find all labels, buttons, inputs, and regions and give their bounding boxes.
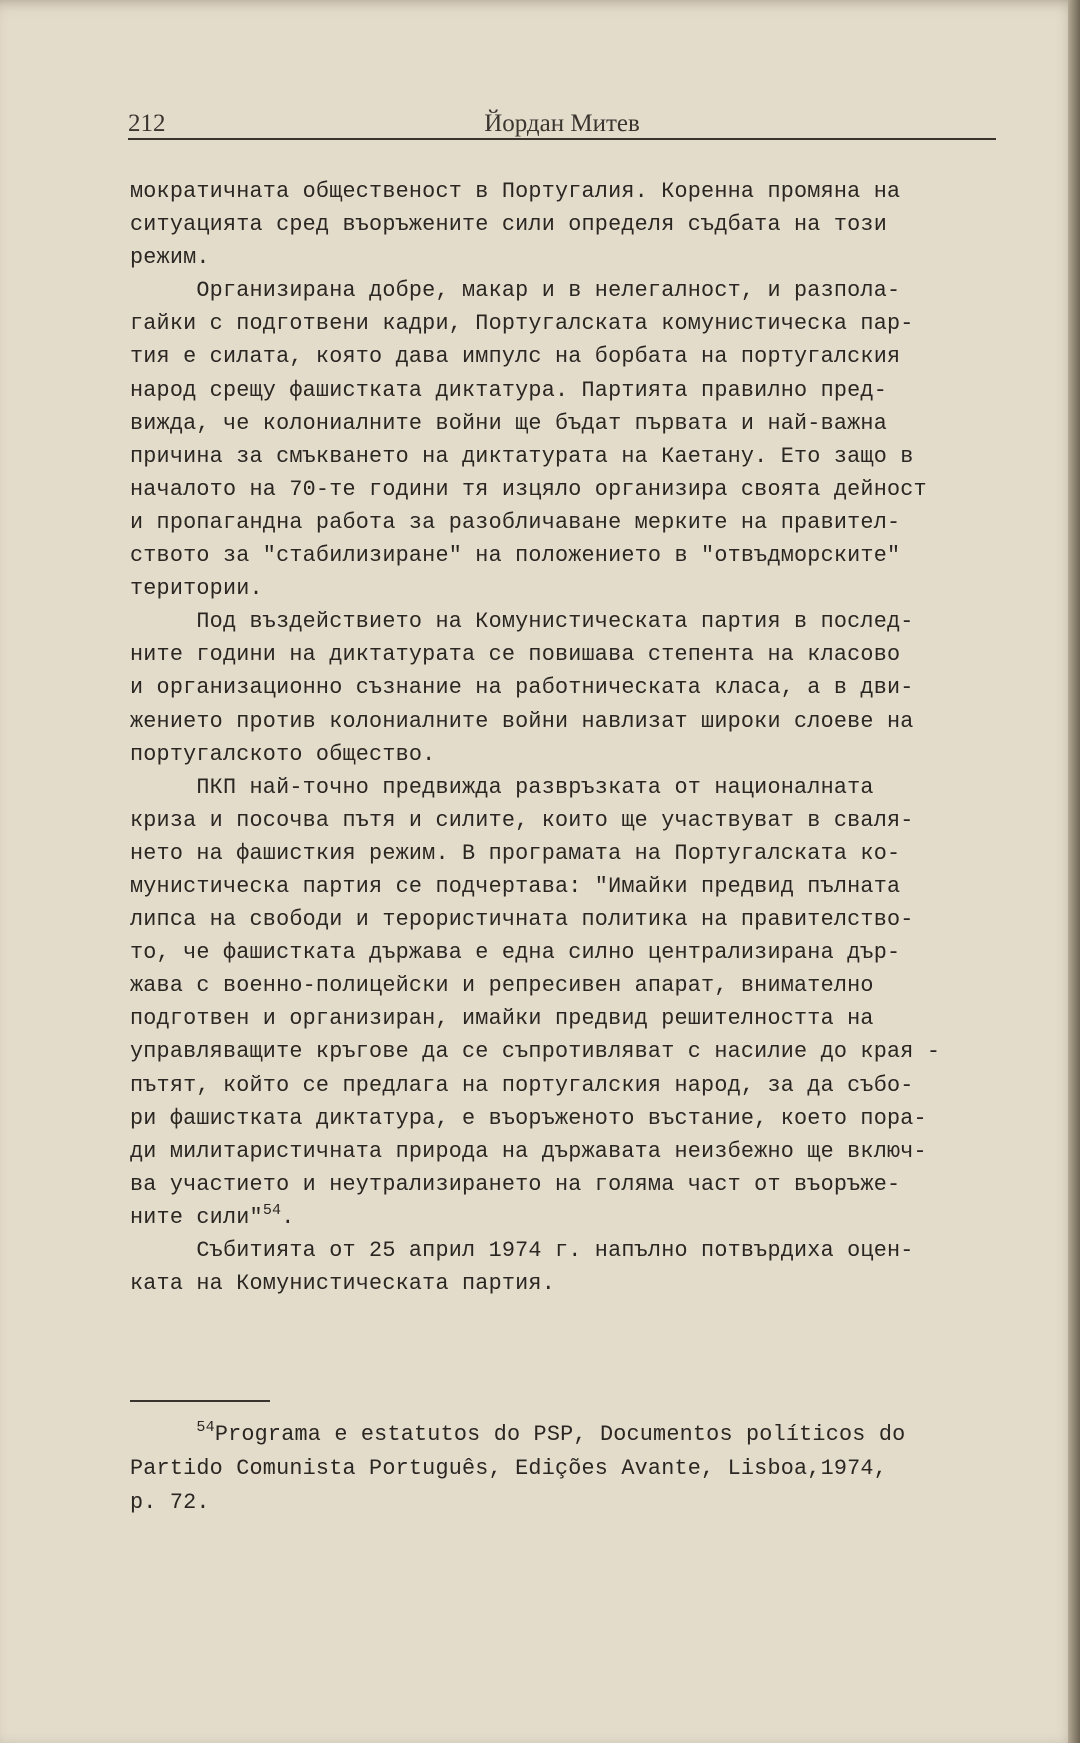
text-line: вижда, че колониалните войни ще бъдат първата и най-важна (130, 410, 887, 436)
text-line: ПКП най-точно предвижда развръзката от националната (130, 774, 874, 800)
text-line: ните години на диктатурата се повишава степента на класово (130, 642, 901, 668)
footnote-line (130, 1418, 1010, 1452)
text-line: мунистическа партия се подчертава: "Имайки предвид пълната (130, 873, 901, 899)
text-line-with-footnote-ref (130, 1201, 1010, 1234)
running-title: Йордан Митев (484, 110, 640, 137)
text-line: режим. (130, 245, 210, 271)
text-line: ството за "стабилизиране" на положението в "отвъдморските" (130, 543, 901, 569)
footnote-line: Partido Comunista Português, Edições Avante, Lisboa,1974, (130, 1456, 887, 1481)
text-line: Събитията от 25 април 1974 г. напълно потвърдиха оцен- (130, 1238, 914, 1263)
text-line: жението против колониалните войни навлизат широки слоеве на (130, 708, 914, 734)
text-line: Под въздействието на Комунистическата партия в послед- (130, 609, 914, 635)
text-line: мократичната общественост в Португалия. Коренна промяна на (130, 179, 901, 204)
text-line: ри фашистката диктатура, е въоръженото въстание, което пора- (130, 1105, 927, 1131)
text-line: ва участието и неутрализирането на голяма част от въоръже- (130, 1171, 901, 1197)
footnote-marker: 54 (196, 1419, 215, 1436)
text-line: подготвен и организиран, имайки предвид решителността на (130, 1006, 874, 1032)
text-line: управляващите кръгове да се съпротивляват с насилие до края - (130, 1039, 941, 1065)
footnote (130, 1418, 1010, 1520)
text-line: и организационно съзнание на работническата класа, а в дви- (130, 675, 914, 701)
text-line: нето на фашисткия режим. В програмата на Португалската ко- (130, 840, 901, 866)
text-line: причина за смъкването на диктатурата на Каетану. Ето защо в (130, 443, 914, 469)
text-line: криза и посочва пътя и силите, които ще участвуват в сваля- (130, 807, 914, 833)
text-line: територии. (130, 576, 263, 602)
text-line: народ срещу фашистката диктатура. Партията правилно пред- (130, 377, 887, 403)
line-end-punctuation: . (281, 1204, 295, 1230)
text-line: Организирана добре, макар и в нелегалност, и разпола- (130, 278, 901, 304)
text-line: португалското общество. (130, 741, 436, 767)
page-edge-shadow (1068, 0, 1080, 1743)
text-line: и пропагандна работа за разобличаване мерките на правител- (130, 509, 901, 535)
text-line: тия е силата, която дава импулс на борбата на португалския (130, 344, 901, 370)
line-text: ните сили" (130, 1204, 263, 1230)
text-line: то, че фашистката държава е една силно централизирана дър- (130, 940, 901, 966)
body-text (130, 175, 1010, 1300)
footnote-reference: 54 (262, 1201, 282, 1219)
text-line: пътят, който се предлага на португалския народ, за да събо- (130, 1072, 914, 1098)
text-line: гайки с подготвени кадри, Португалската комунистическа пар- (130, 311, 914, 337)
text-line: жава с военно-полицейски и репресивен апарат, внимателно (130, 973, 874, 999)
page-number: 212 (128, 110, 166, 137)
footnote-rule (130, 1400, 270, 1402)
text-line: ката на Комунистическата партия. (130, 1271, 555, 1297)
page-header (128, 110, 996, 140)
text-line: ситуацията сред въоръжените сили определя съдбата на този (130, 212, 887, 238)
footnote-text: Programa e estatutos do PSP, Documentos políticos do (214, 1422, 906, 1447)
header-rule (128, 138, 996, 140)
text-line: началото на 70-те години тя изцяло организира своята дейност (130, 476, 927, 502)
text-line: ди милитаристичната природа на държавата неизбежно ще включ- (130, 1138, 927, 1164)
footnote-indent (130, 1422, 196, 1447)
text-line: липса на свободи и терористичната политика на правителство- (130, 907, 914, 933)
footnote-line: p. 72. (130, 1490, 210, 1515)
